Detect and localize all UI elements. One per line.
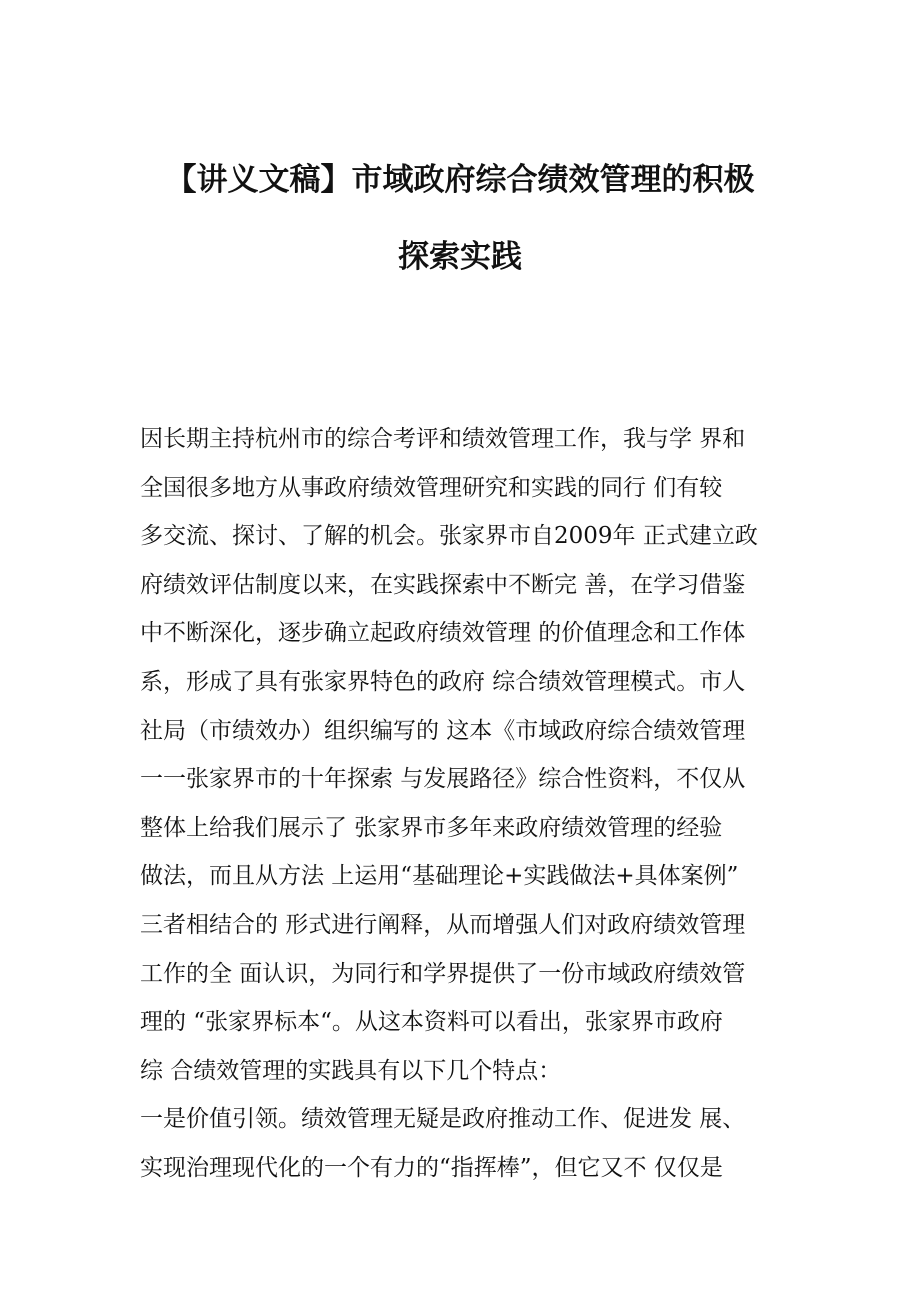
document-body [140, 415, 820, 1193]
body-line: 全国很多地方从事政府绩效管理研究和实践的同行 们有较 [140, 474, 723, 501]
body-line: 系，形成了具有张家界特色的政府 综合绩效管理模式。市人 [140, 668, 746, 695]
body-line: 工作的全 面认识，为同行和学界提供了一份市域政府绩效管 [140, 960, 746, 987]
body-line: 三者相结合的 形式进行阐释，从而增强人们对政府绩效管理 [140, 911, 746, 938]
body-line: 综 合绩效管理的实践具有以下几个特点： [140, 1057, 562, 1084]
body-line: 一是价值引领。绩效管理无疑是政府推动工作、促进发 展、 [140, 1106, 746, 1133]
body-line: 社局（市绩效办）组织编写的 这本《市域政府综合绩效管理 [140, 717, 746, 744]
body-line: 做法，而且从方法 上运用“基础理论+实践做法+具体案例” [140, 863, 739, 890]
body-line: 府绩效评估制度以来，在实践探索中不断完 善，在学习借鉴 [140, 571, 746, 598]
body-line: 一一张家界市的十年探索 与发展路径》综合性资料，不仅从 [140, 766, 746, 793]
body-line: 多交流、探讨、了解的机会。张家界市自2009年 正式建立政 [140, 523, 758, 550]
body-line: 实现治理现代化的一个有力的“指挥棒”，但它又不 仅仅是 [140, 1154, 723, 1181]
body-line: 因长期主持杭州市的综合考评和绩效管理工作，我与学 界和 [140, 426, 746, 452]
body-line: 整体上给我们展示了 张家界市多年来政府绩效管理的经验 [140, 814, 723, 841]
document-title-line-1: 【讲义文稿】市域政府综合绩效管理的积极 [165, 162, 755, 198]
body-line: 理的 “张家界标本“。从这本资料可以看出，张家界市政府 [140, 1009, 723, 1036]
body-line: 中不断深化，逐步确立起政府绩效管理 的价值理念和工作体 [140, 620, 746, 647]
document-title-line-2: 探索实践 [398, 239, 522, 275]
